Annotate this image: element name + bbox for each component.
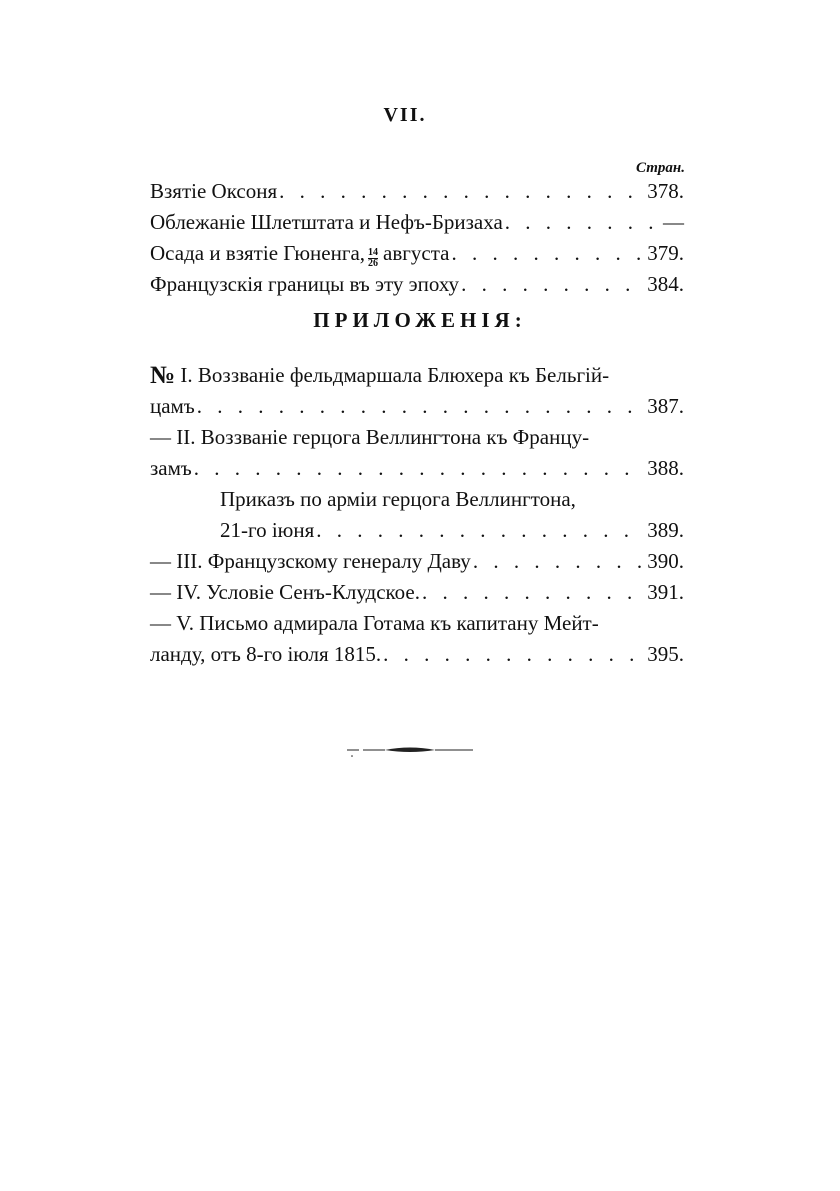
toc-entry xyxy=(150,269,684,300)
appendix-entry-line xyxy=(150,391,684,422)
dash: — xyxy=(150,425,171,449)
ornament-rule xyxy=(345,744,475,760)
toc-entry xyxy=(150,238,684,269)
roman-numeral: I. xyxy=(180,363,193,387)
toc-entry xyxy=(150,207,684,238)
roman-numeral: V. xyxy=(176,611,194,635)
appendix-title: Письмо адмирала Готама къ капитану Мейт- xyxy=(199,611,599,635)
dash: — xyxy=(150,611,171,635)
leader-dots xyxy=(451,238,645,269)
leader-dots xyxy=(194,453,645,484)
appendix-page: 388. xyxy=(647,456,684,480)
date-fraction-bottom: 26 xyxy=(368,258,379,269)
dash: — xyxy=(150,580,171,604)
pages-column-label: Стран. xyxy=(636,160,685,176)
appendix-title-cont: ланду, отъ 8-го іюля 1815. xyxy=(150,642,382,666)
leader-dots xyxy=(505,207,661,238)
appendix-entry-line xyxy=(150,546,684,577)
toc-entry-title: Французскія границы въ эту эпоху xyxy=(150,272,460,296)
appendix-title: Воззваніе фельдмаршала Блюхера къ Бельгій- xyxy=(197,363,610,387)
appendix-page: 387. xyxy=(647,394,684,418)
appendix-entry-line xyxy=(150,360,684,391)
leader-dots xyxy=(422,577,645,608)
appendix-list xyxy=(150,360,684,670)
appendix-entry-line xyxy=(150,608,684,639)
toc-entry-title-start: Осада и взятіе Гюненга, xyxy=(150,241,366,265)
appendix-page: 395. xyxy=(647,642,684,666)
page-number: VII. xyxy=(383,104,427,126)
appendix-heading: ПРИЛОЖЕНІЯ: xyxy=(313,308,527,332)
dash: — xyxy=(150,549,171,573)
leader-dots xyxy=(383,639,645,670)
toc-entry xyxy=(150,176,684,207)
toc-entry-title-end: августа xyxy=(383,241,450,265)
toc-entry-page: — xyxy=(663,210,684,234)
table-of-contents xyxy=(150,176,684,300)
roman-numeral: IV. xyxy=(176,580,201,604)
appendix-title-cont: замъ xyxy=(150,456,192,480)
toc-entry-title: Взятіе Оксоня xyxy=(150,179,278,203)
appendix-title: Приказъ по арміи герцога Веллингтона, xyxy=(220,487,576,511)
date-fraction xyxy=(368,248,378,269)
appendix-entry-line xyxy=(150,577,684,608)
appendix-page: 391. xyxy=(647,580,684,604)
appendix-entry-line xyxy=(150,515,684,546)
appendix-entry-line xyxy=(150,453,684,484)
roman-numeral: II. xyxy=(176,425,196,449)
appendix-title: Условіе Сенъ-Клудское. xyxy=(206,580,420,604)
appendix-entry-line xyxy=(150,639,684,670)
appendix-title-cont: цамъ xyxy=(150,394,195,418)
toc-entry-page: 379. xyxy=(647,241,684,265)
leader-dots xyxy=(461,269,645,300)
number-sign: № xyxy=(150,362,176,389)
appendix-title: Воззваніе герцога Веллингтона къ Францу- xyxy=(200,425,590,449)
appendix-title: Французскому генералу Даву xyxy=(207,549,471,573)
appendix-page: 390. xyxy=(647,549,684,573)
appendix-title-cont: 21-го іюня xyxy=(220,518,315,542)
date-fraction-top: 14 xyxy=(368,247,379,258)
leader-dots xyxy=(473,546,645,577)
appendix-entry-line xyxy=(150,422,684,453)
appendix-page: 389. xyxy=(647,518,684,542)
leader-dots xyxy=(316,515,645,546)
leader-dots xyxy=(197,391,646,422)
toc-entry-page: 384. xyxy=(647,272,684,296)
appendix-entry-line xyxy=(150,484,684,515)
toc-entry-page: 378. xyxy=(647,179,684,203)
toc-entry-title: Облежаніе Шлетштата и Нефъ-Бризаха xyxy=(150,210,503,234)
leader-dots xyxy=(279,176,645,207)
roman-numeral: III. xyxy=(176,549,203,573)
